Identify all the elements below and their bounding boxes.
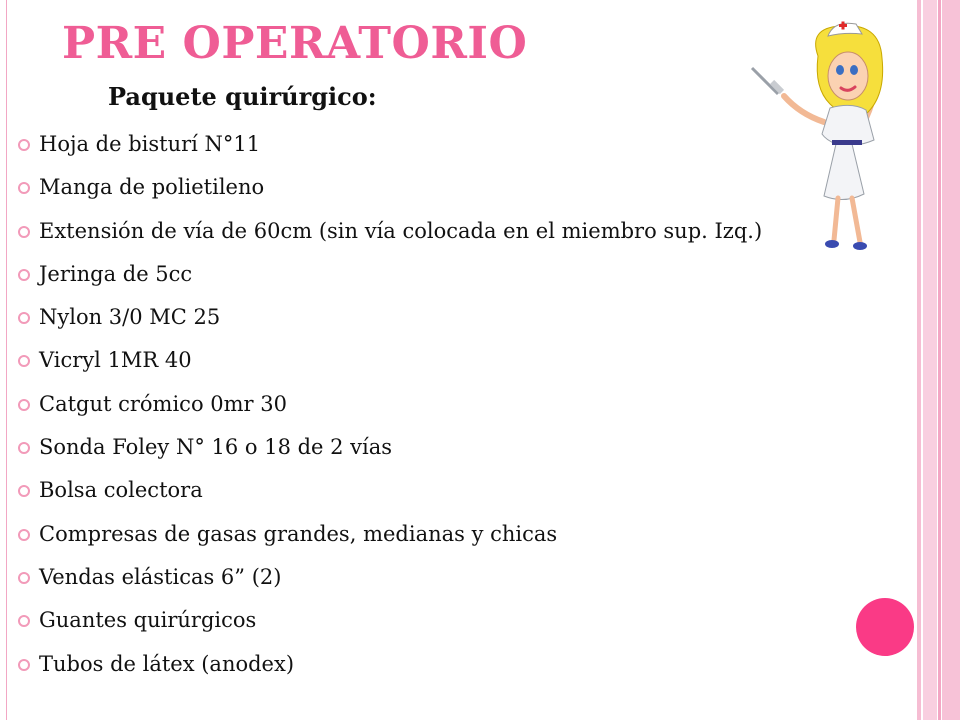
circle-bullet-icon: [18, 269, 30, 281]
circle-bullet-icon: [18, 399, 30, 411]
list-item: [18, 296, 762, 339]
list-item: [18, 599, 762, 642]
list-item-text: Nylon 3/0 MC 25: [39, 305, 221, 330]
list-item-text: Compresas de gasas grandes, medianas y chicas: [39, 521, 558, 546]
circle-bullet-icon: [18, 182, 30, 194]
surgical-package-list: [18, 123, 762, 686]
list-item-text: Guantes quirúrgicos: [39, 608, 257, 633]
list-item-text: Bolsa colectora: [39, 478, 203, 503]
list-item: [18, 643, 762, 686]
list-item: [18, 383, 762, 426]
circle-bullet-icon: [18, 355, 30, 367]
circle-bullet-icon: [18, 312, 30, 324]
list-item: [18, 123, 762, 166]
circle-bullet-icon: [18, 529, 30, 541]
circle-bullet-icon: [18, 442, 30, 454]
circle-bullet-icon: [18, 659, 30, 671]
list-item: [18, 166, 762, 209]
list-item: [18, 339, 762, 382]
list-item-text: Vicryl 1MR 40: [39, 348, 192, 373]
left-decorative-rule: [6, 0, 7, 720]
circle-bullet-icon: [18, 226, 30, 238]
list-item-text: Extensión de vía de 60cm (sin vía colocada en el miembro sup. Izq.): [39, 218, 763, 243]
nurse-illustration: [748, 18, 898, 258]
list-item-text: Catgut crómico 0mr 30: [39, 391, 287, 416]
list-item-text: Tubos de látex (anodex): [39, 651, 295, 676]
circle-bullet-icon: [18, 615, 30, 627]
list-item: [18, 556, 762, 599]
list-item: [18, 426, 762, 469]
list-item: [18, 210, 762, 253]
circle-bullet-icon: [18, 485, 30, 497]
circle-bullet-icon: [18, 139, 30, 151]
list-item: [18, 469, 762, 512]
slide-subtitle: Paquete quirúrgico:: [108, 82, 377, 111]
list-item-text: Manga de polietileno: [39, 175, 265, 200]
list-item-text: Sonda Foley N° 16 o 18 de 2 vías: [39, 435, 393, 460]
slide-title: PRE OPERATORIO: [62, 18, 528, 69]
list-item-text: Hoja de bisturí N°11: [39, 132, 261, 156]
list-item-text: Jeringa de 5cc: [39, 261, 193, 286]
circle-bullet-icon: [18, 572, 30, 584]
decorative-pink-circle: [856, 598, 914, 656]
list-item: [18, 253, 762, 296]
right-decorative-band: [917, 0, 960, 720]
list-item: [18, 513, 762, 556]
list-item-text: Vendas elásticas 6” (2): [39, 564, 282, 589]
